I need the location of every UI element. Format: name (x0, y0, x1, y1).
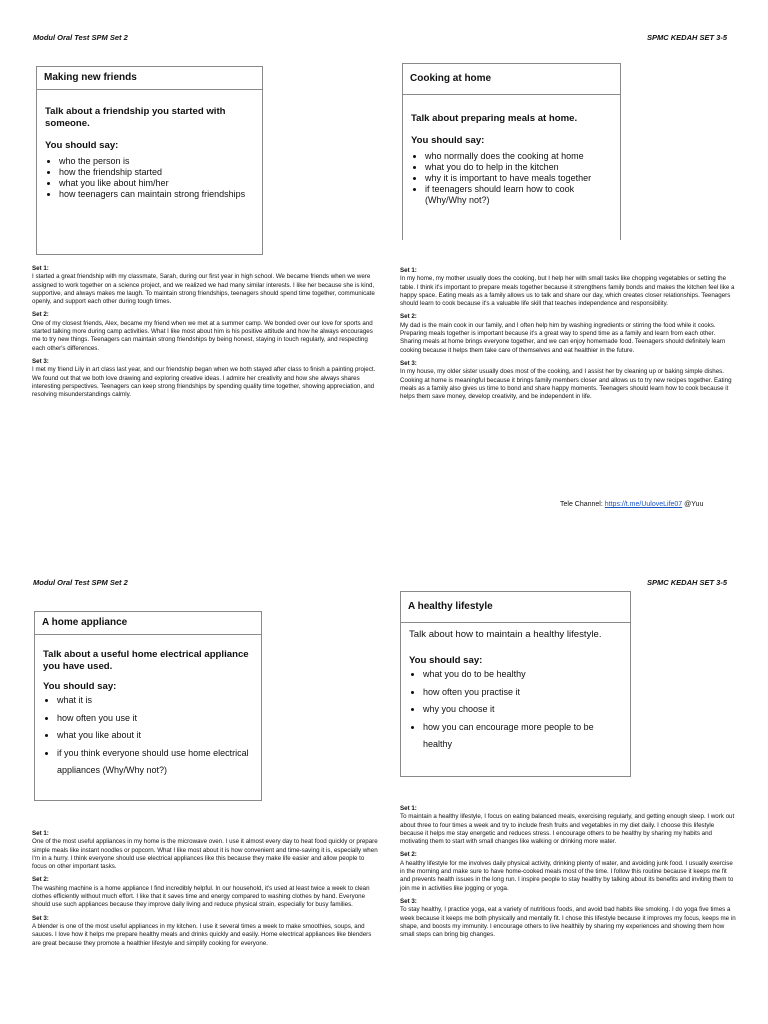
should-say-label: You should say: (409, 655, 483, 666)
bullet-item: • what you do to help in the kitchen (425, 162, 612, 173)
bullet-item: • what it is (57, 692, 253, 710)
set-text: I met my friend Lily in art class last year, and our friendship began when we both stayed after class to finish a painting project. We found out that we both love drawing and exploring creative ideas. I admire her creativity and how she always shares interesting perspectives. Teenagers can keep strong friendships by spending quality time together, showing appreciation, and resolving misunderstandings calmly. (32, 366, 376, 399)
topic-card-cooking (402, 63, 621, 240)
set-label: Set 2: (400, 851, 417, 859)
set-text: The washing machine is a home appliance I find incredibly helpful. In our household, it's used at least twice a week to clean clothes efficiently without much effort. I like that it saves time and energy compared to washing clothes by hand. Everyone should use such appliances because they improve daily living and reduce physical strain, especially for busy families. (32, 884, 370, 909)
set-text: My dad is the main cook in our family, and I often help him by washing ingredients or stirring the food while it cooks. Preparing meals together is important because it's a great way to spend time as a family and learn from each other. Sharing meals at home brings everyone together, and we can enjoy homemade food. Teenagers should definitely learn cooking because it helps them take care of themselves and eat healthier in the future. (400, 321, 726, 354)
set-text: I started a great friendship with my classmate, Sarah, during our first year in high school. We became friends when we were assigned to work together on a science project, and we realized we had many similar interests. I like her because she is kind, supportive, and always makes me laugh. To maintain strong friendships, teenagers should spend time together, communicate openly, and support each other during tough times. (32, 273, 375, 306)
set-label: Set 1: (32, 830, 49, 837)
bullet-item: • what you like about him/her (59, 178, 254, 189)
bullet-item: • who normally does the cooking at home (425, 151, 612, 162)
set-label: Set 3: (400, 359, 417, 367)
bullet-list (409, 666, 622, 754)
set-text: A blender is one of the most useful appliances in my kitchen. I use it several times a week to make smoothies, soups, and sauces. I love how it helps me prepare healthy meals and drinks quickly and easily. Home electrical appliances like blenders are great because they promote a healthier lifestyle and simplify cooking for everyone. (32, 922, 372, 947)
set-label: Set 2: (32, 876, 49, 884)
page2-header-left: Modul Oral Test SPM Set 2 (33, 578, 128, 587)
topic-card-healthy-lifestyle (400, 591, 631, 777)
set-label: Set 1: (400, 267, 417, 274)
card-prompt: Talk about preparing meals at home. (411, 113, 578, 124)
topic-card-home-appliance (34, 611, 262, 801)
answers-left (32, 830, 378, 948)
should-say-label: You should say: (411, 135, 485, 146)
answers-left (32, 265, 378, 399)
bullet-item: • what you like about it (57, 727, 253, 745)
set-label: Set 3: (32, 914, 49, 922)
set-label: Set 2: (32, 311, 49, 319)
set-label: Set 3: (32, 357, 49, 365)
set-text: One of my closest friends, Alex, became my friend when we met at a summer camp. We bonded over our love for sports and started talking more during camp activities. What I like most about him is his positive attitude and how he always encourages me to try new things. Teenagers can maintain strong friendships by being honest, staying in touch regularly, and respecting each other's differences. (32, 319, 373, 352)
card-prompt: Talk about a friendship you started with someone. (45, 106, 226, 129)
set-label: Set 2: (400, 313, 417, 321)
bullet-item: • why it is important to have meals together (425, 173, 612, 184)
should-say-label: You should say: (45, 140, 119, 151)
set-text: A healthy lifestyle for me involves daily physical activity, drinking plenty of water, and avoiding junk food. I usually exercise in the morning and make sure to have home-cooked meals most of the time. I follow this routine because it keeps me fit and prevents health issues in the long run. I inspire people to stay healthy by talking about its benefits and inviting them to join me in activities like jogging or yoga. (400, 859, 734, 892)
set-text: In my home, my mother usually does the cooking, but I help her with small tasks like chopping vegetables or setting the table. I think it's important to prepare meals together because it strengthens family bonds and makes the kitchen feel like a happy space. Eating meals as a family allows us to talk and share our day, which creates closer relationships. Teenagers should learn to cook because it's a valuable life skill that teaches independence and responsibility. (400, 275, 735, 308)
page1-header-right: SPMC KEDAH SET 3-5 (647, 33, 728, 42)
bullet-item: • why you choose it (423, 701, 622, 719)
bullet-list (411, 151, 612, 206)
set-text: One of the most useful appliances in my home is the microwave oven. I use it almost every day to heat food quickly or prepare simple meals like instant noodles or popcorn. What I like most about it is how convenient and time-saving it is, especially when I'm in a hurry. I think everyone should use electrical appliances like this because they make life easier and allow people to focus on other important tasks. (32, 838, 378, 871)
set-label: Set 1: (400, 805, 417, 812)
set-text: To stay healthy, I practice yoga, eat a variety of nutritious foods, and avoid bad habits like smoking. I do yoga five times a week because it keeps me both physically and mentally fit. I chose this lifestyle because it improves my focus, keeps me in shape, and boosts my immunity. I encourage others to live healthily by sharing my experiences and showing them how small steps can bring big changes. (400, 906, 736, 939)
bullet-item: • how teenagers can maintain strong friendships (59, 189, 254, 200)
set-label: Set 1: (32, 265, 49, 272)
answers-right (400, 805, 738, 939)
bullet-item: • if teenagers should learn how to cook (Why/Why not?) (425, 184, 612, 206)
card-title: Cooking at home (403, 64, 620, 95)
should-say-label: You should say: (43, 681, 117, 692)
page1-header-left: Modul Oral Test SPM Set 2 (33, 33, 128, 42)
bullet-list (45, 156, 254, 200)
bullet-item: • if you think everyone should use home electrical appliances (Why/Why not?) (57, 745, 253, 780)
bullet-item: • who the person is (59, 156, 254, 167)
tele-label: Tele Channel: (560, 501, 603, 508)
bullet-item: • how often you use it (57, 710, 253, 728)
tele-link[interactable]: https://t.me/UuloveLife07 (604, 501, 683, 508)
topic-card-making-friends (36, 66, 263, 255)
bullet-item: • how the friendship started (59, 167, 254, 178)
set-text: To maintain a healthy lifestyle, I focus on eating balanced meals, exercising regularly, and getting enough sleep. I work out about three to four times a week and try to include fresh fruits and vegetables in my diet daily. I choose this lifestyle because it helps me stay energetic and reduces stress. I encourage others to be healthy by sharing my habits and motivating them to start with small changes like walking or drinking more water. (400, 813, 735, 846)
bullet-item: • how you can encourage more people to be healthy (423, 719, 622, 754)
bullet-item: • what you do to be healthy (423, 666, 622, 684)
set-text: In my house, my older sister usually does most of the cooking, and I assist her by cleaning up or baking simple dishes. Cooking at home is meaningful because it brings family members closer and allows us to try new recipes together. Eating meals as a family also gives us time to bond and share happy moments. Teenagers should learn how to cook because it helps them save money, develop creativity, and be independent in life. (400, 368, 732, 401)
card-title: A home appliance (35, 612, 261, 635)
answers-right (400, 267, 738, 401)
tele-handle: @Yuu (684, 501, 704, 508)
tele-channel (560, 501, 703, 508)
bullet-item: • how often you practise it (423, 684, 622, 702)
set-label: Set 3: (400, 897, 417, 905)
bullet-list (43, 692, 253, 780)
card-title: A healthy lifestyle (401, 592, 630, 623)
card-prompt: Talk about how to maintain a healthy lifestyle. (409, 629, 602, 640)
card-title: Making new friends (37, 67, 262, 90)
page2-header-right: SPMC KEDAH SET 3-5 (647, 578, 728, 587)
card-prompt: Talk about a useful home electrical appliance you have used. (43, 649, 249, 672)
